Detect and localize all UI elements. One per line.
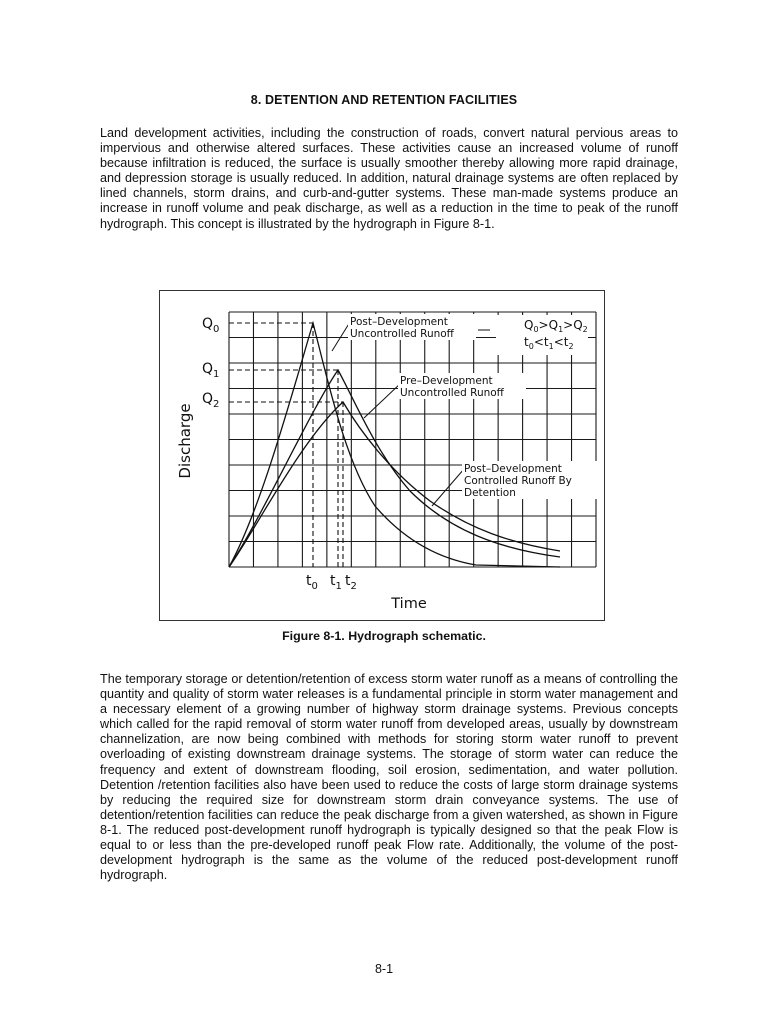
post-uncontrolled-leader: [332, 322, 350, 351]
pre-uncontrolled-leader: [364, 382, 402, 418]
post-controlled-label-line2: Controlled Runoff By: [464, 475, 572, 487]
post-controlled-label-line3: Detention: [464, 487, 516, 499]
t0-mark: $t_0$: [306, 573, 318, 592]
t2-mark: $t_2$: [345, 573, 357, 592]
page-number: 8-1: [374, 962, 394, 976]
body-paragraph-intro: Land development activities, including the construction of roads, convert natural pervious areas to impervious and otherwise altered surfaces. These activities cause an increased volume of runoff because infiltration is reduced, the surface is usually smoother thereby allowing more rapid drainage, and depression storage is usually reduced. In addition, natural drainage systems are often replaced by lined channels, storm drains, and curb-and-gutter systems. These man-made systems produce an increase in runoff volume and peak discharge, as well as a reduction in the time to peak of the runoff hydrograph. This concept is illustrated by the hydrograph in Figure 8-1.: [100, 126, 678, 231]
y-axis-label: Discharge: [176, 403, 194, 479]
t1-mark: $t_1$: [330, 573, 342, 592]
q0-mark: $Q_0$: [202, 316, 220, 335]
pre-uncontrolled-label-line2: Uncontrolled Runoff: [400, 387, 504, 399]
q-inequality: $Q_0>Q_1>Q_2$: [524, 318, 588, 334]
post-uncontrolled-label-line1: Post–Development: [350, 316, 448, 328]
post-controlled-leader: [432, 469, 464, 506]
post-controlled-label-line1: Post–Development: [464, 463, 562, 475]
q2-mark: $Q_2$: [202, 391, 220, 410]
body-paragraph-detention: The temporary storage or detention/retention of excess storm water runoff as a means of controlling the quantity and quality of storm water releases is a fundamental principle in storm water management and a necessary element of a growing number of highway storm drainage systems. Previous concepts which called for the rapid removal of storm water runoff from developed areas, usually by downstream channelization, are now being combined with methods for storing storm water runoff to prevent overloading of existing downstream drainage systems. The storage of storm water can reduce the frequency and extent of downstream flooding, soil erosion, sedimentation, and water pollution. Detention /retention facilities also have been used to reduce the costs of large storm drainage systems by reducing the required size for downstream storm drain conveyance systems. The use of detention/retention facilities can reduce the peak discharge from a given watershed, as shown in Figure 8-1. The reduced post-development runoff hydrograph is typically designed so that the peak Flow is equal to or less than the pre-developed runoff peak Flow rate. Additionally, the volume of the post-development hydrograph is the same as the volume of the reduced post-development runoff hydrograph.: [100, 672, 678, 883]
post-development-uncontrolled-curve: [229, 323, 560, 567]
hydrograph-svg: [160, 291, 606, 622]
post-uncontrolled-label-line2: Uncontrolled Runoff: [350, 328, 454, 340]
hydrograph-figure: [159, 290, 605, 621]
t-inequality: $t_0<t_1<t_2$: [524, 335, 574, 351]
x-axis-label: Time: [391, 596, 427, 612]
section-heading: 8. DETENTION AND RETENTION FACILITIES: [250, 93, 518, 107]
q1-mark: $Q_1$: [202, 361, 220, 380]
figure-caption: Figure 8-1. Hydrograph schematic.: [282, 629, 486, 643]
pre-uncontrolled-label-line1: Pre–Development: [400, 375, 493, 387]
